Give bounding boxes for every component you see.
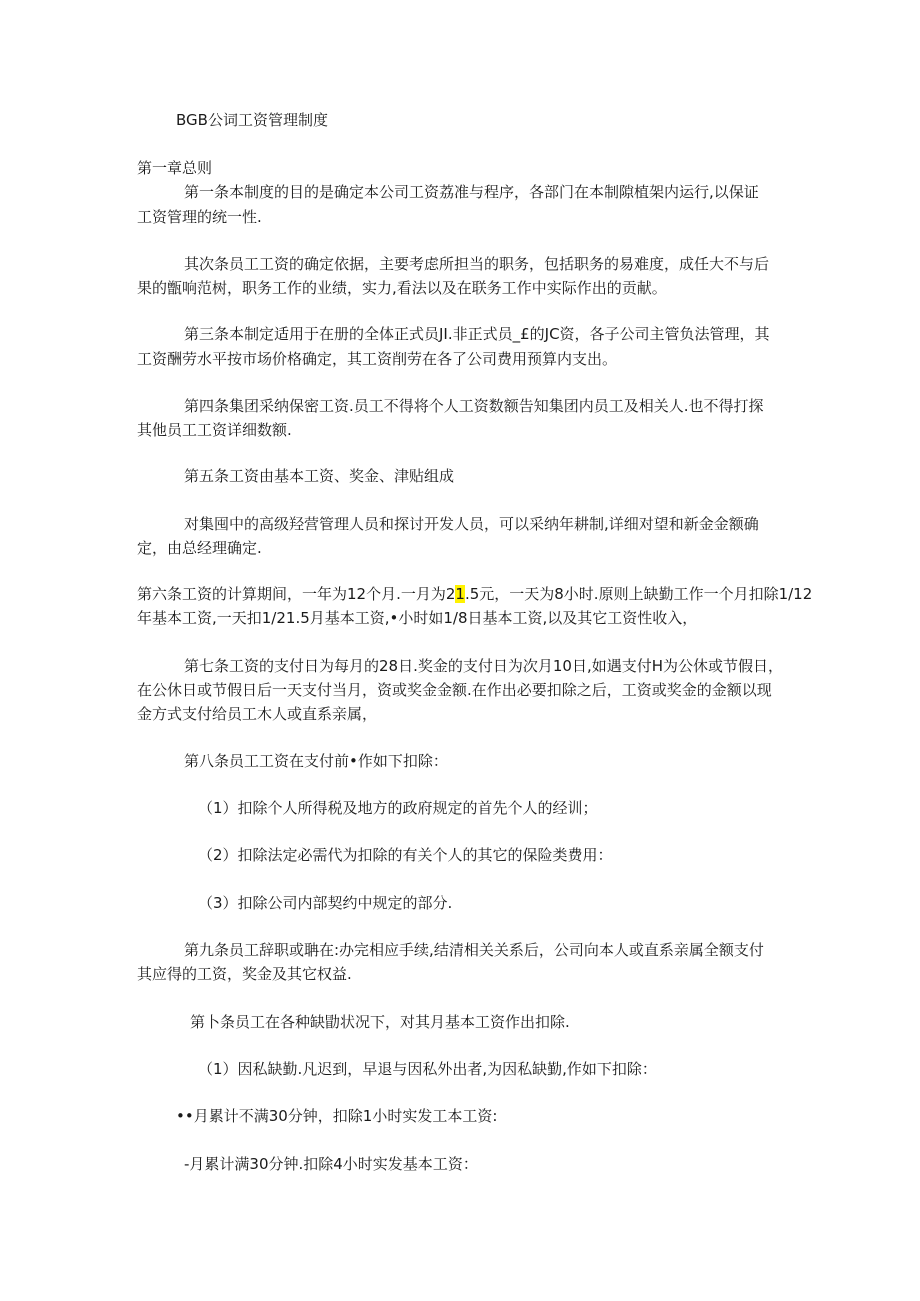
- article-6-text-a: 第六条工资的计算期间，一年为12个月.一月为2: [137, 585, 456, 603]
- article-4-line-1: 第四条集团采纳保密工资.员工不得将个人工资数额告知集团内员工及相关人.也不得打探: [184, 397, 764, 415]
- article-2-line-1: 其次条员工工资的确定依据，主要考虑所担当的职务，包括职务的易难度，成任大不与后: [184, 255, 770, 273]
- article-1-line-2: 工资管理的统一性.: [137, 208, 262, 226]
- article-6-line-1: [137, 583, 812, 605]
- article-8-line-1: 第八条员工工资在支付前•作如下扣除：: [184, 752, 448, 770]
- chapter-heading: 第一章总则: [137, 159, 213, 177]
- article-7-line-3: 金方式支付给员工木人或直系亲属，: [137, 705, 378, 723]
- article-2-line-2: 果的甑响范树，职务工作的业绩，实力,看法以及在联务工作中实际作出的贡献。: [137, 279, 667, 297]
- article-4-line-2: 其他员工工资详细数额.: [137, 421, 292, 439]
- document-title: BGB公词工资管理制度: [176, 111, 328, 129]
- article-10-bullet-2: -月累计满30分钟.扣除4小时实发基本工资：: [184, 1155, 478, 1173]
- article-5b-line-1: 对集囤中的高级羟营管理人员和探讨开发人员，可以采纳年耕制,详细对望和新金金额确: [184, 515, 759, 533]
- article-8-item-1: （1）扣除个人所得税及地方的政府规定的首先个人的经训；: [198, 799, 598, 817]
- article-7-line-1: 第七条工资的支付日为每月的28日.奖金的支付日为次月10日,如遇支付H为公休或节假日，: [184, 657, 783, 675]
- article-9-line-2: 其应得的工资，奖金及其它权益.: [137, 965, 352, 983]
- article-8-item-2: （2）扣除法定必需代为扣除的有关个人的其它的保险类费用：: [198, 846, 613, 864]
- article-3-line-1: 第三条本制定适用于在册的全体正式员JI.非正式员_£的JC资，各子公司主管负法管理，其: [184, 325, 770, 343]
- article-5-line-1: 第五条工资由基本工资、奖金、津贴组成: [184, 467, 455, 485]
- article-8-item-3: （3）扣除公司内部契约中规定的部分.: [198, 894, 453, 912]
- highlighted-digit: 1: [455, 585, 465, 603]
- article-6-text-b: .5元，一天为8小时.原则上缺勤工作一个月扣除1/12: [464, 585, 813, 603]
- article-3-line-2: 工资酬劳水平按市场价格确定，其工资削劳在各了公司费用预算内支出。: [137, 350, 618, 368]
- article-7-line-2: 在公休日或节假日后一天支付当月，资或奖金金额.在作出必要扣除之后，工资或奖金的金额以现: [137, 681, 772, 699]
- article-5b-line-2: 定，由总经理确定.: [137, 539, 262, 557]
- article-1-line-1: 第一条本制度的目的是确定本公司工资荔准与程序，各部门在本制隙植架内运行,以保证: [184, 183, 759, 201]
- article-10-bullet-1: ••月累计不满30分钟，扣除1小时实发工本工资:: [176, 1107, 498, 1125]
- article-10-line-1: 第卜条员工在各种缺勖状况下，对其月基本工资作出扣除.: [190, 1013, 570, 1031]
- article-6-line-2: 年基本工资,一天扣1/21.5月基本工资,•小时如1/8日基本工资,以及其它工资性收入，: [137, 609, 698, 627]
- article-9-line-1: 第九条员工辞职或聃在:办完相应手续,结清相关关系后，公司向本人或直系亲属全额支付: [184, 941, 764, 959]
- article-10-item-1: （1）因私缺勤.凡迟到，早退与因私外出者,为因私缺勤,作如下扣除：: [198, 1060, 657, 1078]
